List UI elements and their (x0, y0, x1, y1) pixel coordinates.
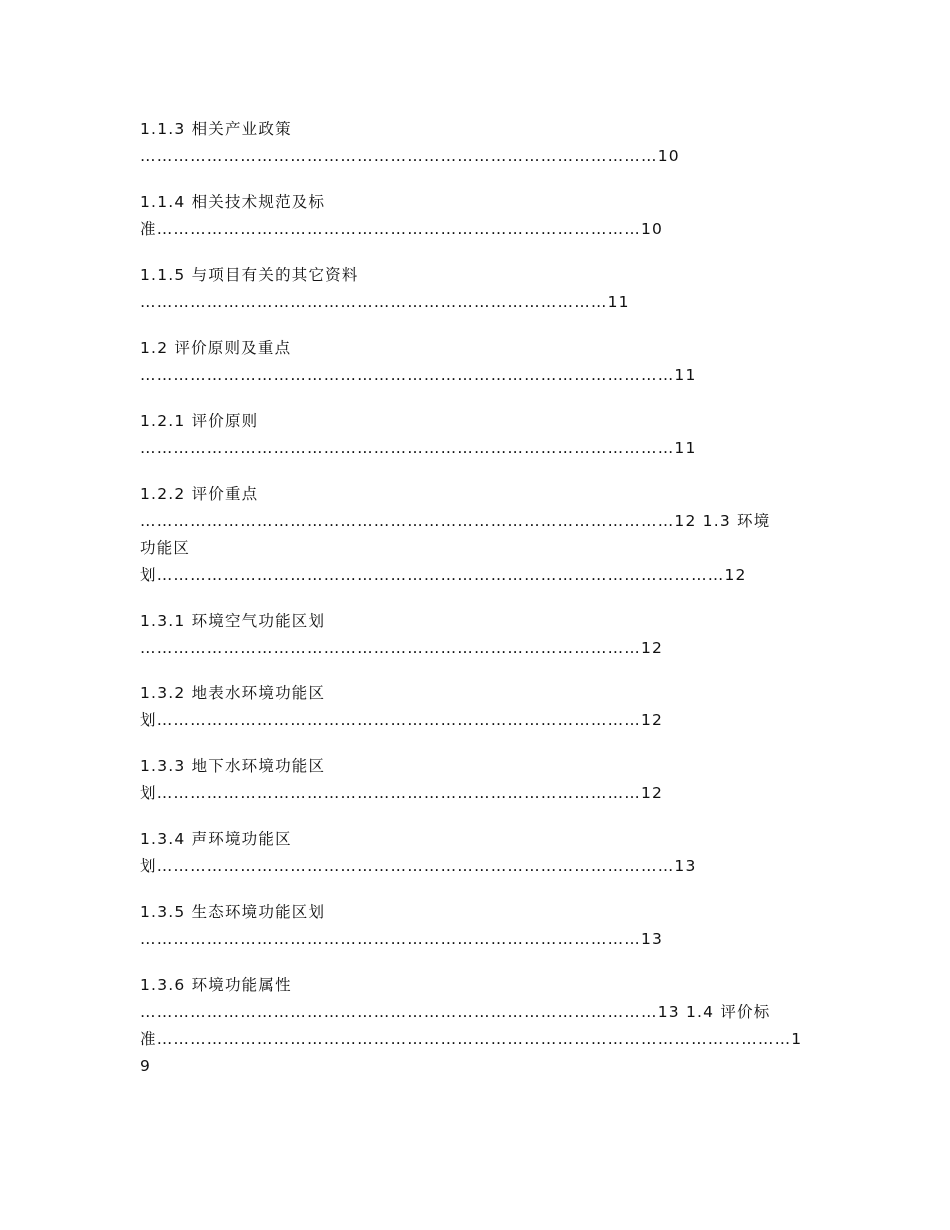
toc-entry-title: 1.1.5 与项目有关的其它资料 (140, 266, 359, 284)
toc-entry-leader: 划……………………………………………………………………………12 (140, 711, 664, 729)
toc-entry-leader: ……………………………………………………………………………………11 (140, 439, 697, 457)
toc-entry-title: 1.3.2 地表水环境功能区 (140, 684, 326, 702)
toc-entry-title: 1.3.3 地下水环境功能区 (140, 757, 326, 775)
toc-entry-leader: ………………………………………………………………………………12 (140, 639, 664, 657)
toc-entry-leader: …………………………………………………………………………………13 1.4 评价标 (140, 1003, 771, 1021)
toc-entry-leader: 准……………………………………………………………………………10 (140, 220, 664, 238)
toc-entry-title: 1.3.5 生态环境功能区划 (140, 903, 326, 921)
toc-entry-title: 1.2.1 评价原则 (140, 412, 259, 430)
toc-entry-continuation: 功能区 (140, 539, 191, 557)
toc-entry-title: 1.3.4 声环境功能区 (140, 830, 292, 848)
toc-entry-leader: 划…………………………………………………………………………………13 (140, 857, 697, 875)
toc-entry-title: 1.3.6 环境功能属性 (140, 976, 292, 994)
toc-entry-title: 1.3.1 环境空气功能区划 (140, 612, 326, 630)
toc-entry-leader: …………………………………………………………………………11 (140, 293, 630, 311)
toc-entry-title: 1.1.3 相关产业政策 (140, 120, 292, 138)
toc-entry-leader: ……………………………………………………………………………………12 1.3 环境 (140, 512, 771, 530)
toc-entry-continuation: 准……………………………………………………………………………………………………1 (140, 1030, 803, 1048)
toc-entry-leader: ……………………………………………………………………………………11 (140, 366, 697, 384)
toc-entry-leader: …………………………………………………………………………………10 (140, 147, 680, 165)
toc-entry-continuation: 划…………………………………………………………………………………………12 (140, 566, 747, 584)
toc-entry-leader: 划……………………………………………………………………………12 (140, 784, 664, 802)
toc-entry-title: 1.2 评价原则及重点 (140, 339, 292, 357)
toc-entry-title: 1.2.2 评价重点 (140, 485, 259, 503)
toc-entry-leader: ………………………………………………………………………………13 (140, 930, 664, 948)
toc-entry-title: 1.1.4 相关技术规范及标 (140, 193, 326, 211)
toc-entry-continuation: 9 (140, 1057, 152, 1075)
